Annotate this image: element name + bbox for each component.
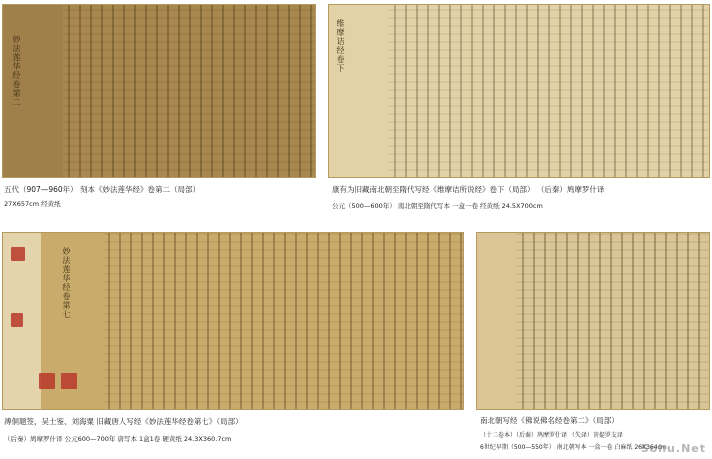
panel-buddha-names-sutra: [474, 228, 712, 459]
caption: 五代（907—960年） 刻本《妙法莲华经》卷第二（局部）: [4, 185, 201, 194]
text-columns: [103, 233, 463, 409]
caption: 康有为旧藏南北朝至隋代写经《维摩诘所说经》卷下（局部） （后秦）鸠摩罗什译: [332, 185, 605, 194]
caption: 溥侗题签，吴士鉴、刘海粟 旧藏唐人写经《妙法莲华经卷第七》（局部）: [4, 417, 243, 426]
seal-stamp: [11, 313, 23, 327]
caption-sub-1: （十二卷本）（后秦）鸠摩罗什译 （失译）菩提罗支译: [480, 432, 623, 439]
scroll-image: [2, 4, 316, 178]
caption: 南北朝写经《佛说佛名经卷第二》（局部）: [480, 416, 619, 425]
panel-lotus-sutra-vol7: [0, 228, 468, 459]
watermark: Sohu.Net: [640, 442, 706, 455]
caption-sub: （后秦）鸠摩罗什译 公元600—700年 唐写本 1盒1卷 硬黄纸 24.3X360.7cm: [4, 435, 232, 443]
scroll-title: 妙法莲华经卷第二: [12, 35, 21, 107]
text-columns: [389, 5, 709, 177]
scroll-image: [2, 232, 464, 410]
caption-sub: 公元（500—600年） 南北朝至隋代写本 一盒一卷 经黄纸 24.5X700cm: [332, 202, 543, 210]
scroll-title: 妙法莲华经卷第七: [62, 247, 71, 319]
seal-stamp: [61, 373, 77, 389]
scroll-title: 维摩诘经卷下: [336, 19, 345, 73]
text-columns: [517, 233, 709, 409]
seal-stamp: [11, 247, 25, 261]
text-columns: [63, 5, 315, 177]
scroll-image: [328, 4, 710, 178]
seal-stamp: [39, 373, 55, 389]
caption-sub-2: 6世纪早期（500—550年） 南北朝写本 一盒一卷 白麻纸 26X364cm: [480, 444, 667, 451]
panel-lotus-sutra-vol2: [0, 0, 318, 220]
scroll-image: [476, 232, 710, 410]
caption-sub: 27X657cm 经黄纸: [4, 200, 61, 208]
panel-vimalakirti-sutra: [326, 0, 712, 220]
